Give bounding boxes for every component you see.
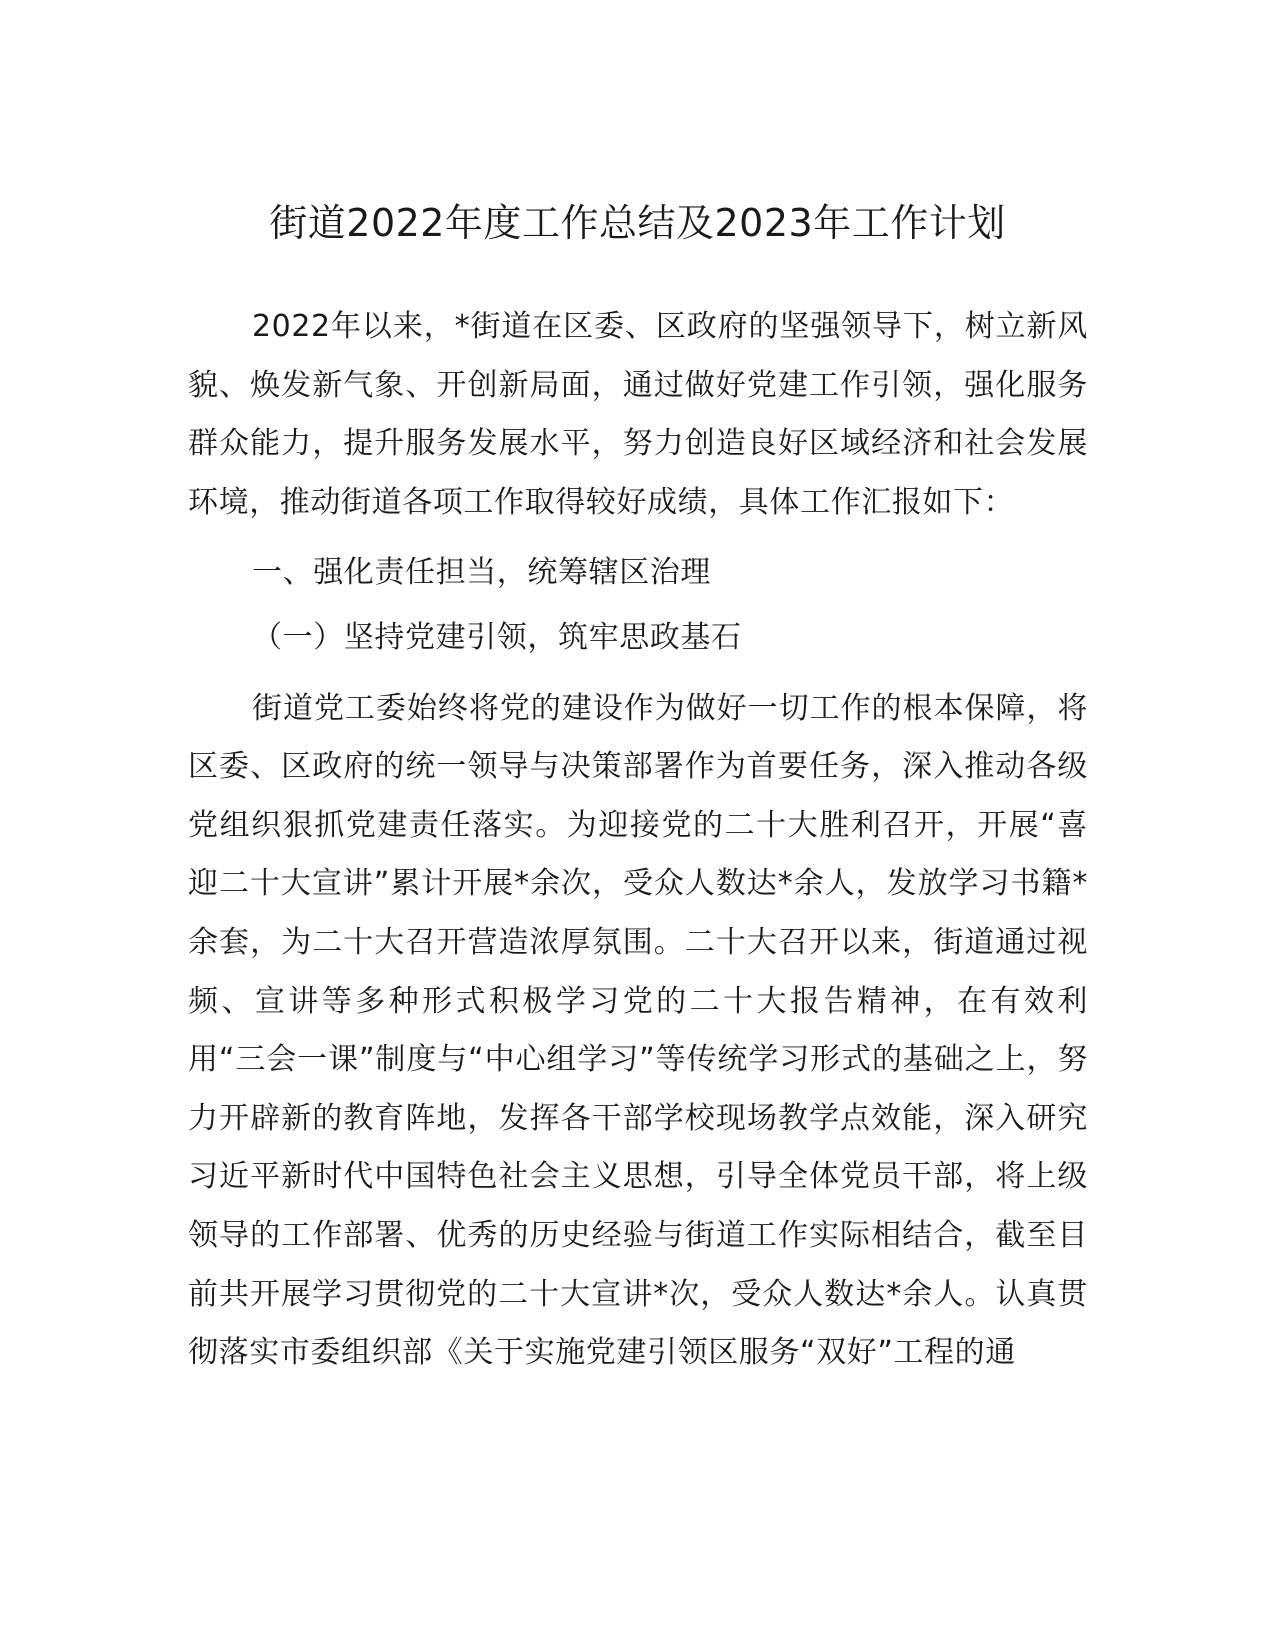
intro-paragraph: 2022年以来，*街道在区委、区政府的坚强领导下，树立新风貌、焕发新气象、开创新局面，通过做好党建工作引领，强化服务群众能力，提升服务发展水平，努力创造良好区域经济和社会发展环境，推动街道各项工作取得较好成绩，具体工作汇报如下： [188,309,1088,520]
document-title: 街道2022年度工作总结及2023年工作计划 [269,201,1006,245]
subsection-heading: （一）坚持党建引领，筑牢思政基石 [252,619,742,655]
section-heading: 一、强化责任担当，统筹辖区治理 [252,555,711,591]
document-body [188,298,1088,1383]
subsection-paragraph: 街道党工委始终将党的建设作为做好一切工作的根本保障，将区委、区政府的统一领导与决策部署作为首要任务，深入推动各级党组织狠抓党建责任落实。为迎接党的二十大胜利召开，开展“喜迎二十大宣讲”累计开展*余次，受众人数达*余人，发放学习书籍*余套，为二十大召开营造浓厚氛围。二十大召开以来，街道通过视频、宣讲等多种形式积极学习党的二十大报告精神，在有效利用“三会一课”制度与“中心组学习”等传统学习形式的基础之上，努力开辟新的教育阵地，发挥各干部学校现场教学点效能，深入研究习近平新时代中国特色社会主义思想，引导全体党员干部，将上级领导的工作部署、优秀的历史经验与街道工作实际相结合，截至目前共开展学习贯彻党的二十大宣讲*次，受众人数达*余人。认真贯彻落实市委组织部《关于实施党建引领区服务“双好”工程的通 [188,690,1088,1371]
